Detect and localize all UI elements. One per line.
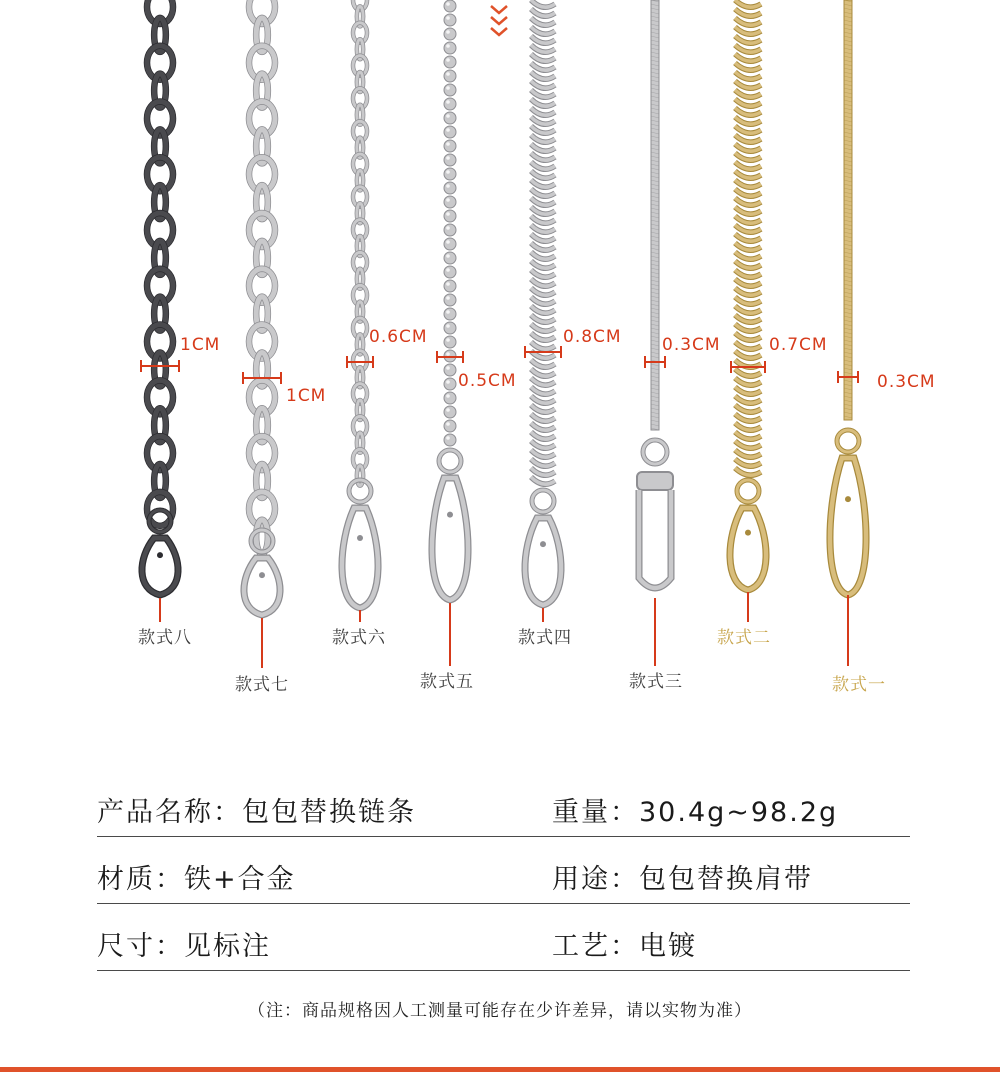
bottom-accent-bar: [0, 1067, 1000, 1072]
style-label-c1: 款式一: [832, 675, 886, 695]
spec-material: 材质：铁+合金: [97, 864, 296, 895]
spec-row: [97, 904, 910, 971]
spec-usage: 用途：包包替换肩带: [552, 864, 813, 895]
disclaimer-note: （注：商品规格因人工测量可能存在少许差异，请以实物为准）: [248, 1001, 752, 1021]
spec-size: 尺寸：见标注: [97, 931, 271, 962]
style-label-c8: 款式八: [138, 628, 192, 648]
chain-c3: [637, 0, 673, 588]
measure-label-c1: 0.3CM: [877, 372, 936, 392]
spec-process: 工艺：电镀: [552, 931, 697, 962]
chain-c7: [244, 0, 280, 615]
style-label-c2: 款式二: [717, 628, 771, 648]
spec-table: [97, 770, 910, 971]
measure-label-c6: 0.6CM: [369, 327, 428, 347]
chain-c2: [730, 0, 766, 590]
spec-product-name: 产品名称：包包替换链条: [97, 797, 416, 828]
measure-label-c4: 0.8CM: [563, 327, 622, 347]
measure-label-c7: 1CM: [286, 386, 327, 406]
style-label-c6: 款式六: [332, 628, 386, 648]
chain-c4: [525, 0, 561, 605]
style-label-c3: 款式三: [629, 672, 683, 692]
chain-c5: [432, 0, 468, 600]
triple-chevron-down-icon: [491, 6, 507, 35]
chain-c6: [342, 0, 378, 608]
spec-weight: 重量：30.4g~98.2g: [552, 797, 839, 828]
chain-c1: [830, 0, 866, 595]
spec-row: [97, 770, 910, 837]
measure-label-c3: 0.3CM: [662, 335, 721, 355]
measure-label-c8: 1CM: [180, 335, 221, 355]
style-label-c5: 款式五: [420, 672, 474, 692]
measure-label-c5: 0.5CM: [458, 371, 517, 391]
style-label-c7: 款式七: [235, 675, 289, 695]
chain-c8: [142, 0, 178, 595]
spec-row: [97, 837, 910, 904]
style-label-c4: 款式四: [518, 628, 572, 648]
measure-label-c2: 0.7CM: [769, 335, 828, 355]
